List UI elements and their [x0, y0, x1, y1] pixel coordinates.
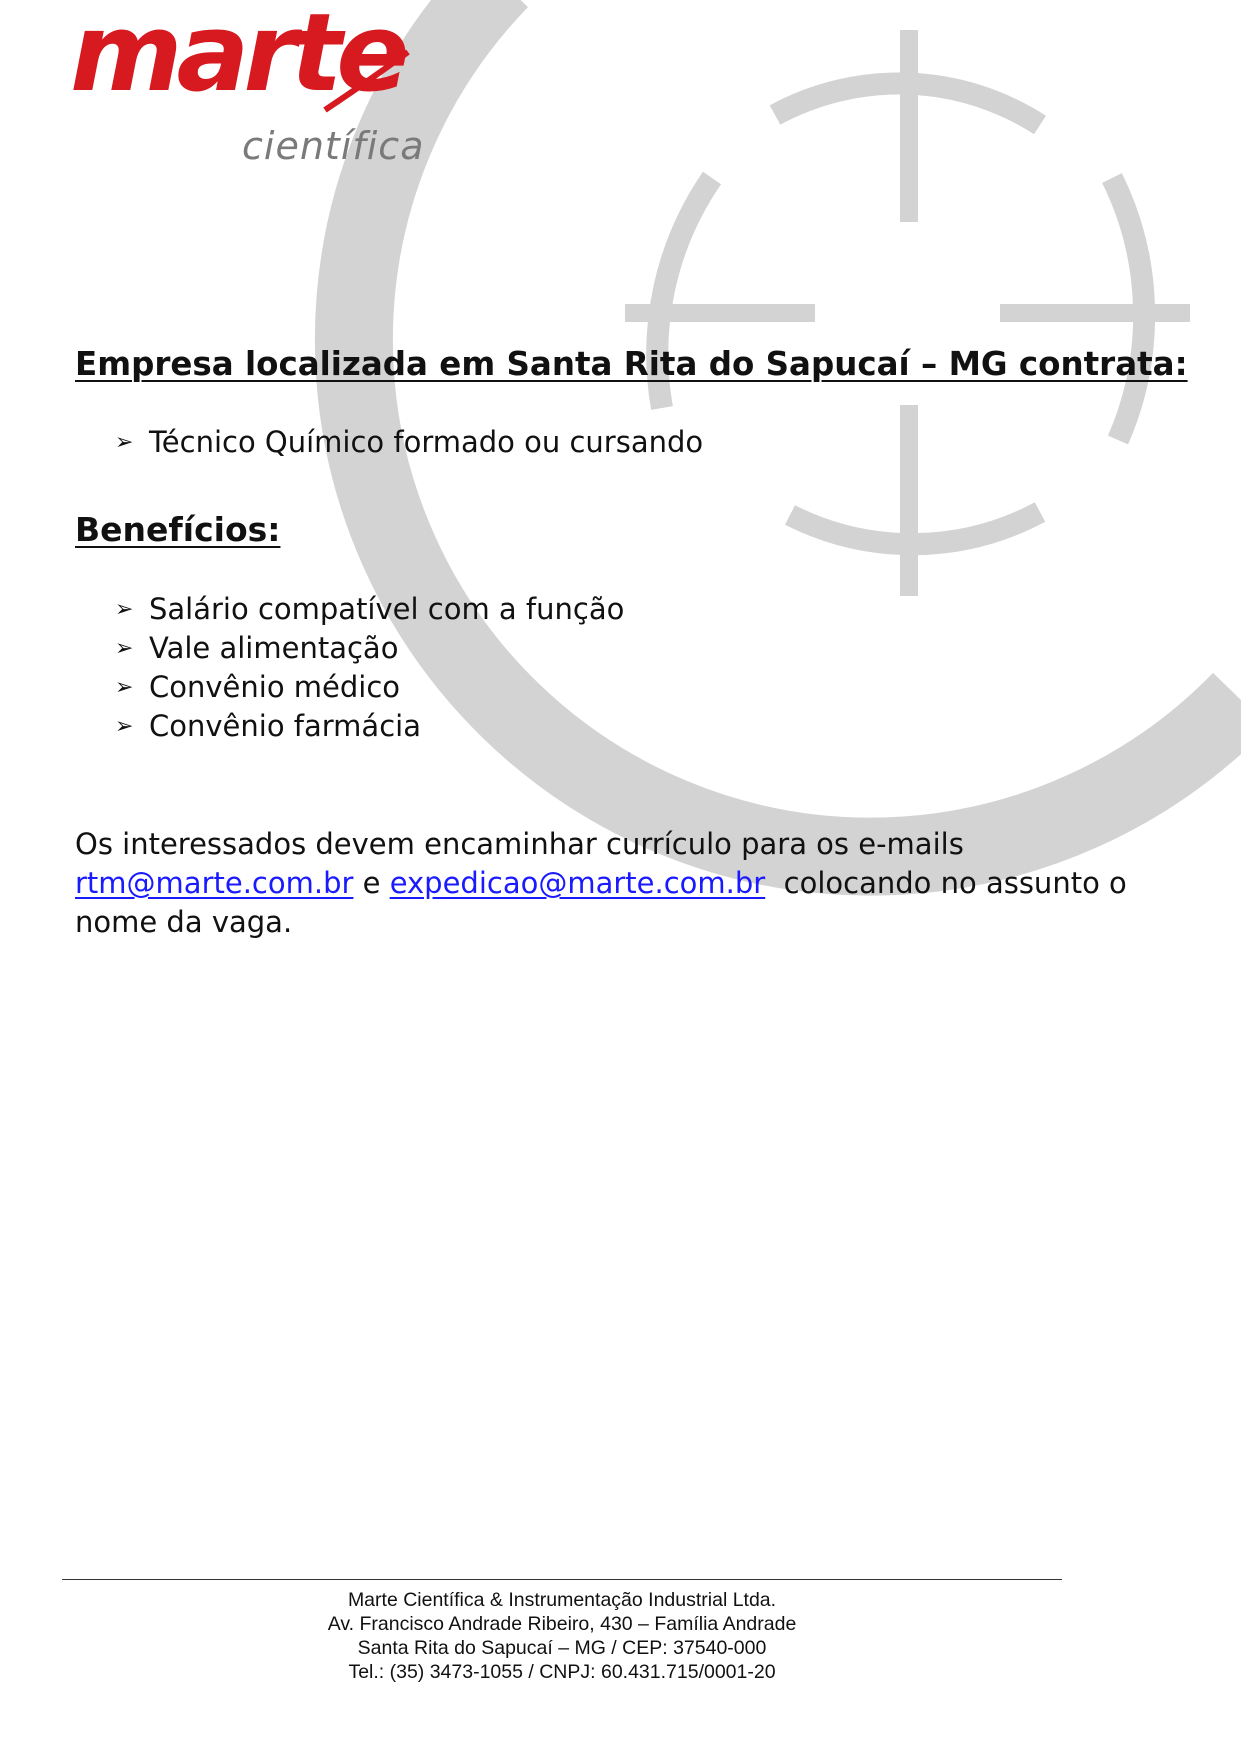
instructions-connector: e [353, 866, 390, 900]
email-link-rtm[interactable]: rtm@marte.com.br [75, 866, 354, 900]
footer-company: Marte Científica & Instrumentação Industrial Ltda. [347, 1589, 777, 1611]
benefits-heading: Benefícios: [75, 510, 281, 549]
logo-subtitle: científica [242, 124, 425, 168]
company-logo [70, 0, 430, 175]
list-item [115, 707, 624, 746]
arrow-bullet-icon: ➢ [115, 714, 134, 739]
instructions-line [75, 864, 1175, 903]
footer-city: Santa Rita do Sapucaí – MG / CEP: 37540-000 [357, 1637, 767, 1659]
arrow-bullet-icon: ➢ [115, 597, 134, 622]
application-instructions [75, 825, 1175, 942]
list-item [115, 668, 624, 707]
benefits-list [115, 590, 624, 746]
footer-contact: Tel.: (35) 3473-1055 / CNPJ: 60.431.715/0001-20 [348, 1661, 776, 1683]
instructions-after: colocando no assunto o [765, 866, 1127, 900]
footer-address: Av. Francisco Andrade Ribeiro, 430 – Família Andrade [327, 1613, 797, 1635]
arrow-bullet-icon: ➢ [115, 430, 134, 455]
list-item [115, 423, 703, 462]
list-item [115, 629, 624, 668]
position-label: Técnico Químico formado ou cursando [149, 425, 704, 459]
instructions-line: nome da vaga. [75, 905, 293, 939]
arrow-bullet-icon: ➢ [115, 675, 134, 700]
email-link-expedicao[interactable]: expedicao@marte.com.br [389, 866, 766, 900]
footer [62, 1588, 1062, 1684]
positions-list [115, 423, 703, 462]
arrow-bullet-icon: ➢ [115, 636, 134, 661]
logo-brand: marte [70, 0, 404, 116]
job-heading: Empresa localizada em Santa Rita do Sapucaí – MG contrata: [75, 345, 1188, 383]
instructions-line: Os interessados devem encaminhar currículo para os e-mails [75, 827, 964, 861]
benefit-label: Convênio farmácia [149, 709, 421, 743]
benefit-label: Vale alimentação [149, 631, 399, 665]
benefit-label: Salário compatível com a função [149, 592, 625, 626]
benefit-label: Convênio médico [149, 670, 401, 704]
list-item [115, 590, 624, 629]
footer-divider [62, 1579, 1062, 1580]
